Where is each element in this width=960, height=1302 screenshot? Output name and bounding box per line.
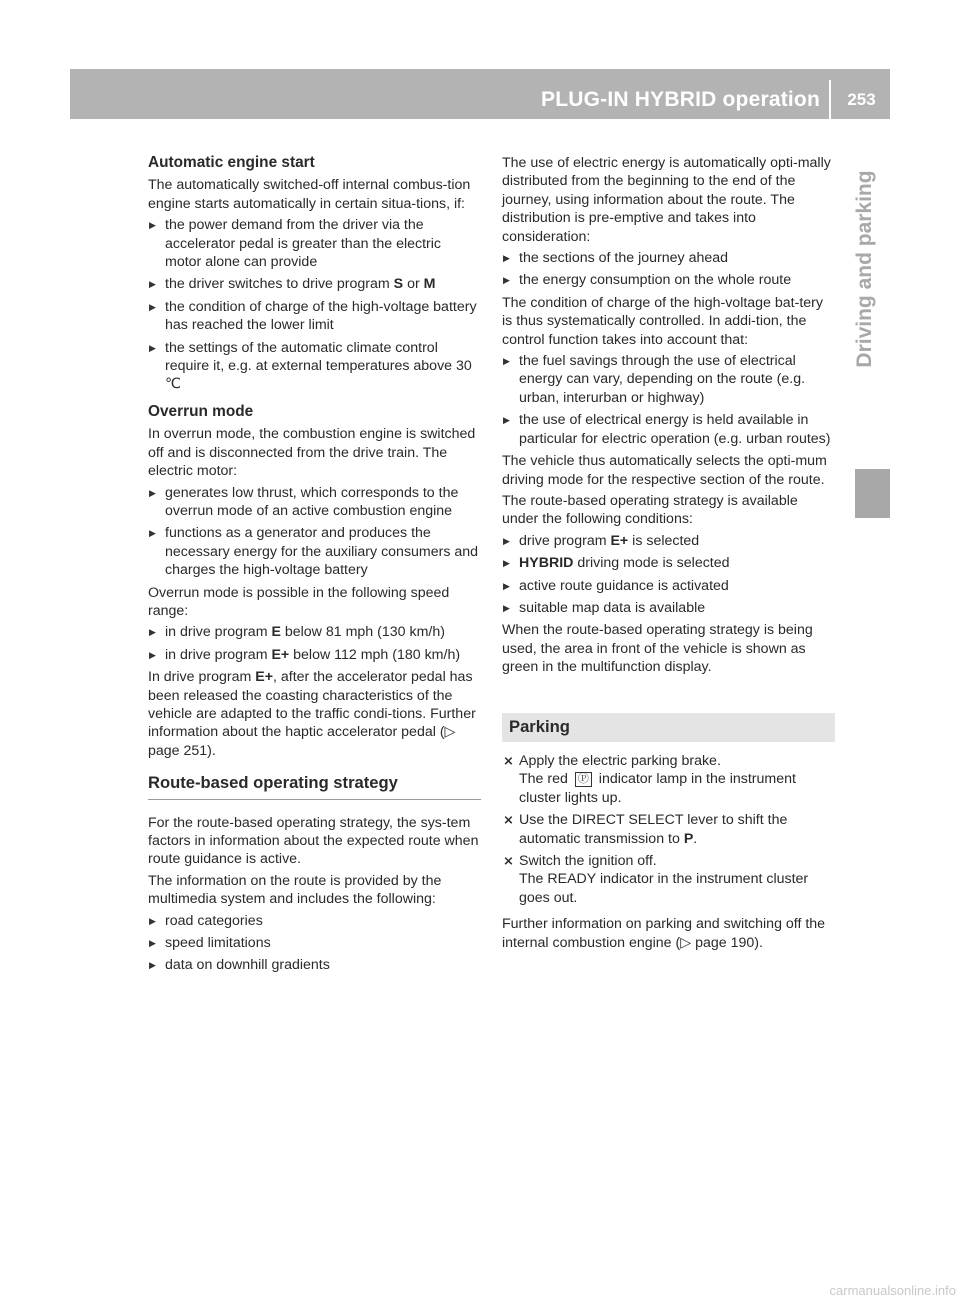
program-e: E bbox=[271, 624, 281, 641]
list-item: ▶ speed limitations bbox=[148, 934, 481, 952]
right-column bbox=[502, 154, 835, 955]
footer-watermark: carmanualsonline.info bbox=[829, 1283, 956, 1298]
heading-automatic-engine-start: Automatic engine start bbox=[148, 154, 315, 171]
bullet-list bbox=[502, 249, 835, 290]
text: in drive program bbox=[165, 646, 272, 663]
list-item: ▶ the fuel savings through the use of electrical energy can vary, depending on the route (e.g. urban, interurban or highway) bbox=[502, 352, 835, 407]
gear-p: P bbox=[683, 830, 694, 847]
section-title: PLUG-IN HYBRID operation bbox=[541, 88, 820, 111]
chapter-marker bbox=[855, 469, 890, 518]
list-item: ▶ the energy consumption on the whole route bbox=[502, 271, 835, 289]
list-item: ▶ the use of electrical energy is held available in particular for electric operation (e.g. urban routes) bbox=[502, 411, 835, 448]
page-header bbox=[70, 69, 890, 119]
bullet-list bbox=[502, 352, 835, 448]
bullet-list bbox=[148, 912, 481, 975]
text: . bbox=[693, 830, 698, 847]
list-item: ▶ the sections of the journey ahead bbox=[502, 249, 835, 267]
paragraph: For the route-based operating strategy, the sys-tem factors in information about the expected route when route guidance is active. bbox=[148, 814, 479, 868]
step-text: Switch the ignition off. bbox=[519, 853, 657, 869]
step-detail: The READY indicator in the instrument cluster goes out. bbox=[519, 871, 809, 906]
text: driving mode is selected bbox=[573, 555, 730, 572]
page-ref-arrow-icon: ▷ bbox=[680, 934, 692, 951]
step-apply-parking-brake bbox=[502, 752, 835, 807]
step-text: Apply the electric parking brake. bbox=[519, 752, 721, 769]
page-number: 253 bbox=[847, 90, 876, 109]
text: or bbox=[403, 276, 424, 293]
chapter-tab bbox=[840, 69, 890, 469]
page-ref[interactable]: page 190). bbox=[691, 934, 763, 951]
list-item: ▶ active route guidance is activated bbox=[502, 577, 835, 595]
list-item: ▶ the settings of the automatic climate control require it, e.g. at external temperatures above 30 ℃ bbox=[148, 339, 481, 394]
text: indicator lamp in the instrument cluster lights up. bbox=[519, 771, 796, 806]
list-item: ▶ the power demand from the driver via the accelerator pedal is greater than the electric motor alone can provide bbox=[148, 216, 481, 271]
list-item bbox=[148, 623, 481, 641]
bullet-list bbox=[148, 623, 481, 664]
program-m: M bbox=[423, 276, 436, 293]
program-s: S bbox=[393, 276, 404, 293]
program-e-plus: E+ bbox=[271, 646, 290, 663]
heading-route-based-strategy: Route-based operating strategy bbox=[148, 774, 481, 799]
step-arrow-icon: ⨯ bbox=[503, 752, 514, 768]
text: is selected bbox=[628, 532, 700, 549]
text: below 112 mph (180 km/h) bbox=[289, 646, 461, 663]
chapter-tab-label: Driving and parking bbox=[853, 170, 876, 368]
text: below 81 mph (130 km/h) bbox=[280, 624, 445, 641]
program-e-plus: E+ bbox=[255, 669, 273, 686]
list-item: ▶ the condition of charge of the high-voltage battery has reached the lower limit bbox=[148, 298, 481, 335]
paragraph: Overrun mode is possible in the following speed range: bbox=[148, 584, 450, 619]
paragraph: In overrun mode, the combustion engine is switched off and is disconnected from the drive train. The electric motor: bbox=[148, 426, 476, 480]
step-detail bbox=[519, 770, 835, 807]
heading-overrun-mode: Overrun mode bbox=[148, 402, 254, 420]
list-item: ▶ road categories bbox=[148, 912, 481, 930]
list-item: ▶ suitable map data is available bbox=[502, 599, 835, 617]
text: Further information on parking and switching off the internal combustion engine ( bbox=[502, 916, 826, 951]
heading-parking: Parking bbox=[502, 713, 835, 742]
paragraph: The route-based operating strategy is available under the following conditions: bbox=[502, 492, 798, 528]
left-column bbox=[148, 154, 481, 979]
paragraph bbox=[148, 668, 481, 760]
paragraph: The information on the route is provided by the multimedia system and includes the following: bbox=[148, 872, 442, 908]
parking-brake-icon: Ⓟ bbox=[575, 772, 592, 787]
text: the driver switches to drive program bbox=[165, 276, 394, 293]
paragraph: The use of electric energy is automatically opti-mally distributed from the beginning to the end of the journey, using information about the route. The distribution is pre-emptive and takes into consideration: bbox=[502, 155, 831, 245]
list-item bbox=[502, 554, 835, 572]
text: , after the accelerator pedal has been released the coasting characteristics of the vehicle are adapted to the traffic condi-tions. Further information about the haptic accelerator pedal ( bbox=[148, 669, 476, 741]
paragraph: The condition of charge of the high-voltage bat-tery is thus systematically controlled. In addi-tion, the control function takes into account that: bbox=[502, 294, 823, 348]
program-e-plus: E+ bbox=[610, 532, 629, 549]
hybrid-mode: HYBRID bbox=[519, 555, 574, 572]
text: In drive program bbox=[148, 669, 256, 686]
list-item: ▶ data on downhill gradients bbox=[148, 956, 481, 974]
paragraph: When the route-based operating strategy is being used, the area in front of the vehicle is shown as green in the multifunction display. bbox=[502, 622, 813, 676]
paragraph bbox=[502, 915, 835, 952]
step-arrow-icon: ⨯ bbox=[503, 853, 514, 868]
list-item bbox=[148, 275, 481, 293]
page-ref[interactable]: page 251). bbox=[148, 742, 216, 759]
list-item: ▶ generates low thrust, which corresponds to the overrun mode of an active combustion engine bbox=[148, 484, 481, 521]
paragraph: The vehicle thus automatically selects the opti-mum driving mode for the respective section of the route. bbox=[502, 453, 827, 488]
bullet-list bbox=[502, 532, 835, 618]
list-item: ▶ functions as a generator and produces the necessary energy for the auxiliary consumers and charges the high-voltage battery bbox=[148, 524, 481, 579]
step-ignition-off bbox=[502, 852, 835, 907]
step-text bbox=[519, 811, 835, 848]
step-arrow-icon: ⨯ bbox=[503, 812, 514, 828]
step-shift-to-p bbox=[502, 811, 835, 848]
page-ref-arrow-icon: ▷ bbox=[444, 724, 456, 741]
bullet-list bbox=[148, 484, 481, 580]
list-item bbox=[502, 532, 835, 550]
list-item bbox=[148, 646, 481, 664]
text: in drive program bbox=[165, 624, 272, 641]
text: drive program bbox=[519, 532, 611, 549]
text: The red bbox=[519, 771, 572, 788]
bullet-list bbox=[148, 216, 481, 394]
paragraph: The automatically switched-off internal combus-tion engine starts automatically in certain situa-tions, if: bbox=[148, 177, 471, 212]
header-separator bbox=[829, 80, 831, 119]
text: Use the DIRECT SELECT lever to shift the automatic transmission to bbox=[519, 812, 788, 847]
